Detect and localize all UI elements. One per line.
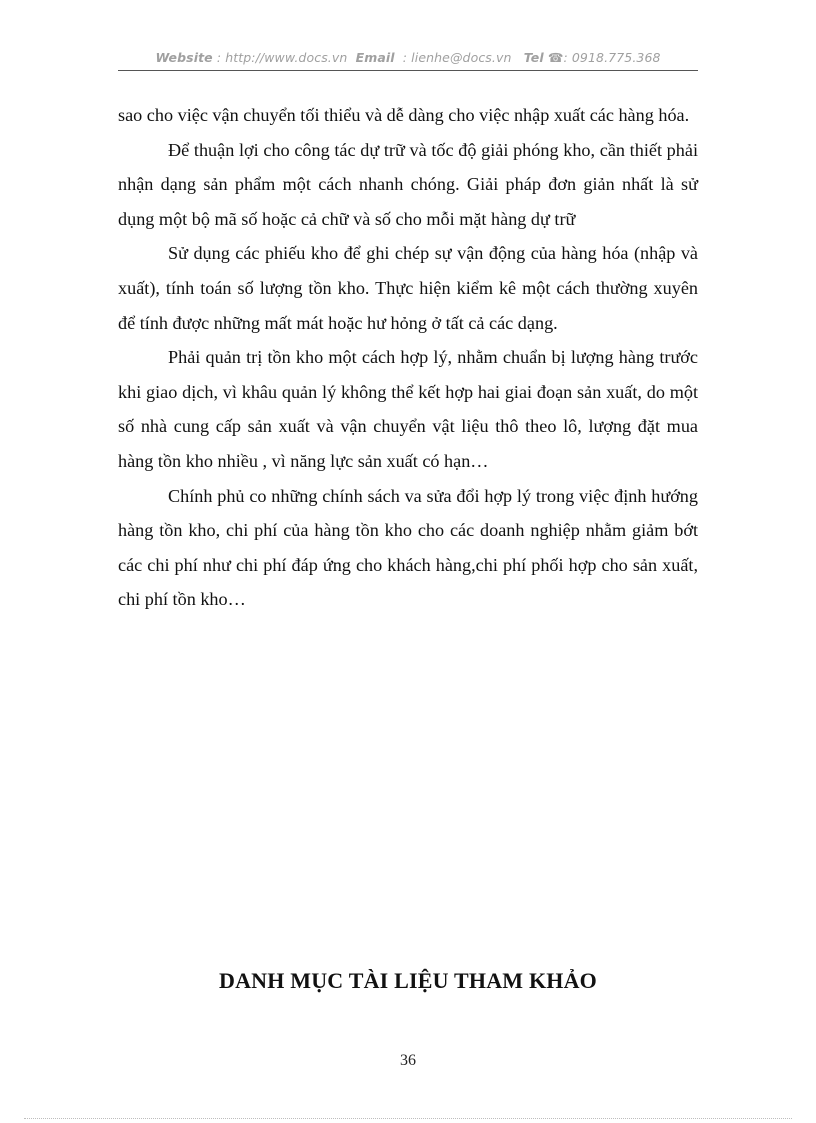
- paragraph: Phải quản trị tồn kho một cách hợp lý, nhằm chuẩn bị lượng hàng trước khi giao dịch, vì khâu quản lý không thể kết hợp hai giai đoạn sản xuất, do một số nhà cung cấp sản xuất và vận chuyển vật liệu thô theo lô, lượng đặt mua hàng tồn kho nhiều , vì năng lực sản xuất có hạn…: [118, 347, 698, 471]
- website-label: Website: [155, 50, 213, 65]
- body-text: [118, 98, 698, 617]
- paragraph: Chính phủ co những chính sách va sửa đổi hợp lý trong việc định hướng hàng tồn kho, chi phí của hàng tồn kho cho các doanh nghiệp nhằm giảm bớt các chi phí như chi phí đáp ứng cho khách hàng,chi phí phối hợp cho sản xuất, chi phí tồn kho…: [118, 485, 698, 610]
- page-header: [118, 50, 698, 65]
- paragraph: Để thuận lợi cho công tác dự trữ và tốc độ giải phóng kho, cần thiết phải nhận dạng sản phẩm một cách nhanh chóng. Giải pháp đơn giản nhất là sử dụng một bộ mã số hoặc cả chữ và số cho mỗi mặt hàng dự trữ: [118, 139, 698, 229]
- section-title: DANH MỤC TÀI LIỆU THAM KHẢO: [218, 968, 597, 993]
- email-value: : lienhe@docs.vn: [402, 50, 512, 65]
- page-number: 36: [400, 1052, 416, 1069]
- header-divider: [118, 70, 698, 71]
- website-value: : http://www.docs.vn: [216, 50, 348, 65]
- email-label: Email: [355, 50, 395, 65]
- footer-divider: [24, 1118, 792, 1119]
- paragraph: sao cho việc vận chuyển tối thiểu và dễ dàng cho việc nhập xuất các hàng hóa.: [118, 105, 690, 125]
- phone-icon: ☎: [547, 50, 564, 65]
- tel-label: Tel: [523, 50, 544, 65]
- paragraph: Sử dụng các phiếu kho để ghi chép sự vận động của hàng hóa (nhập và xuất), tính toán số lượng tồn kho. Thực hiện kiểm kê một cách thường xuyên để tính được những mất mát hoặc hư hỏng ở tất cả các dạng.: [118, 243, 698, 333]
- tel-value: : 0918.775.368: [563, 50, 661, 65]
